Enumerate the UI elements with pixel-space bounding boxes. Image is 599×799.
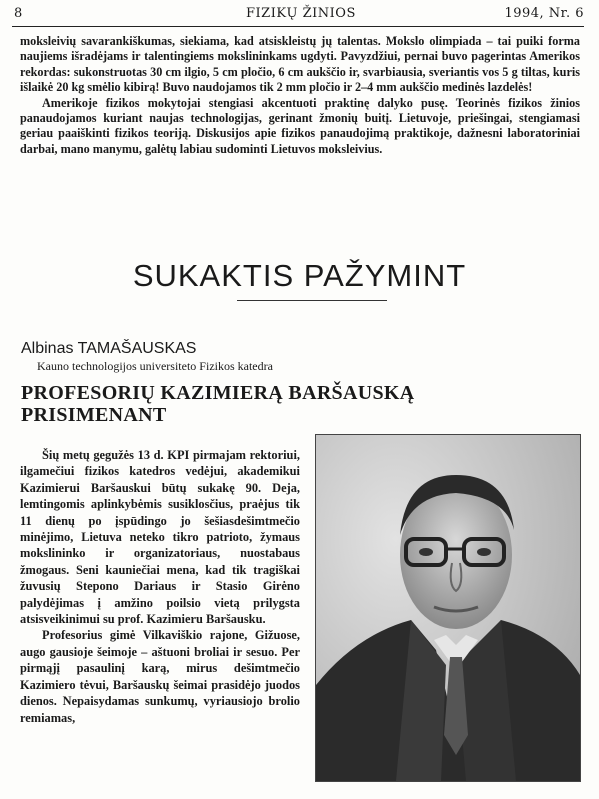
portrait-illustration bbox=[316, 435, 580, 781]
article-body bbox=[20, 447, 300, 726]
intro-paragraph: Amerikoje fizikos mokytojai stengiasi akcentuoti praktinę dalyko pusę. Teorinės fizikos žinios panaudojamos kuriant naujas technologijas, gerinant žmonių buitį. Lietuvoje, priešingai, stengiamasi geriau paaiškinti fizikos teoriją. Diskusijos apie fizikos panaudojimą praktikoje, dažnesni laboratoriniai darbai, mano manymu, galėtų labiau sudominti Lietuvos moksleivius. bbox=[20, 95, 580, 156]
article-paragraph: Profesorius gimė Vilkaviškio rajone, Gižuose, augo gausioje šeimoje – aštuoni broliai ir sesuo. Per pirmąjį pasaulinį karą, mirus dešimtmečio Kazimiero tėvui, Baršauskų šeimai prasidėjo juodos dienos. Nepaisydamas sunkumų, vyriausiojo brolio remiamas, bbox=[20, 628, 300, 725]
intro-paragraph: moksleivių savarankiškumas, siekiama, kad atsiskleistų jų talentas. Mokslo olimpiada – tai puiki forma naujiems išradėjams ir talentingiems mokslininkams ugdyti. Pavyzdžiui, pernai buvo pagerintas Amerikos rekordas: sukonstruotas 30 cm ilgio, 5 cm pločio, 6 cm aukščio ir, svarbiausia, sveriantis vos 5 g tiltas, kuris išlaikė 20 kg smėlio kibirą! Buvo naudojamos tik 2 mm pločio ir 2–4 mm aukščio medinės lazdelės! bbox=[20, 34, 580, 95]
header-rule bbox=[12, 26, 584, 27]
section-divider bbox=[237, 300, 387, 301]
article-paragraph: Šių metų gegužės 13 d. KPI pirmajam rektoriui, ilgamečiui fizikos katedros vedėjui, akademikui Kazimierui Baršauskui būtų sukakę 90. Deja, lemtingomis aplinkybėmis susiklosčius, praėjus tik 11 dienų po įspūdingo jo šešiasdešimtmečio minėjimo, Lietuva neteko tikro patrioto, žymaus mokslininko ir organizatoriaus, nuostabaus žmogaus. Seni kauniečiai mena, kad tik tragiškai žuvusių Stepono Dariaus ir Stasio Girėno palydėjimas į amžino poilsio vietą prilygsta atsisveikinimui su prof. Kazimieru Baršausku. bbox=[20, 448, 300, 627]
intro-text bbox=[20, 34, 580, 157]
article-author: Albinas TAMAŠAUSKAS bbox=[21, 340, 197, 357]
page-header bbox=[14, 6, 584, 24]
issue-label: 1994, Nr. 6 bbox=[504, 6, 584, 21]
journal-title: FIZIKŲ ŽINIOS bbox=[246, 6, 356, 21]
article-affiliation: Kauno technologijos universiteto Fizikos katedra bbox=[37, 359, 273, 373]
portrait-photo bbox=[315, 434, 581, 782]
page-number: 8 bbox=[14, 6, 23, 21]
section-title: SUKAKTIS PAŽYMINT bbox=[132, 258, 467, 293]
article-headline: PROFESORIŲ KAZIMIERĄ BARŠAUSKĄ PRISIMENANT bbox=[21, 382, 415, 426]
